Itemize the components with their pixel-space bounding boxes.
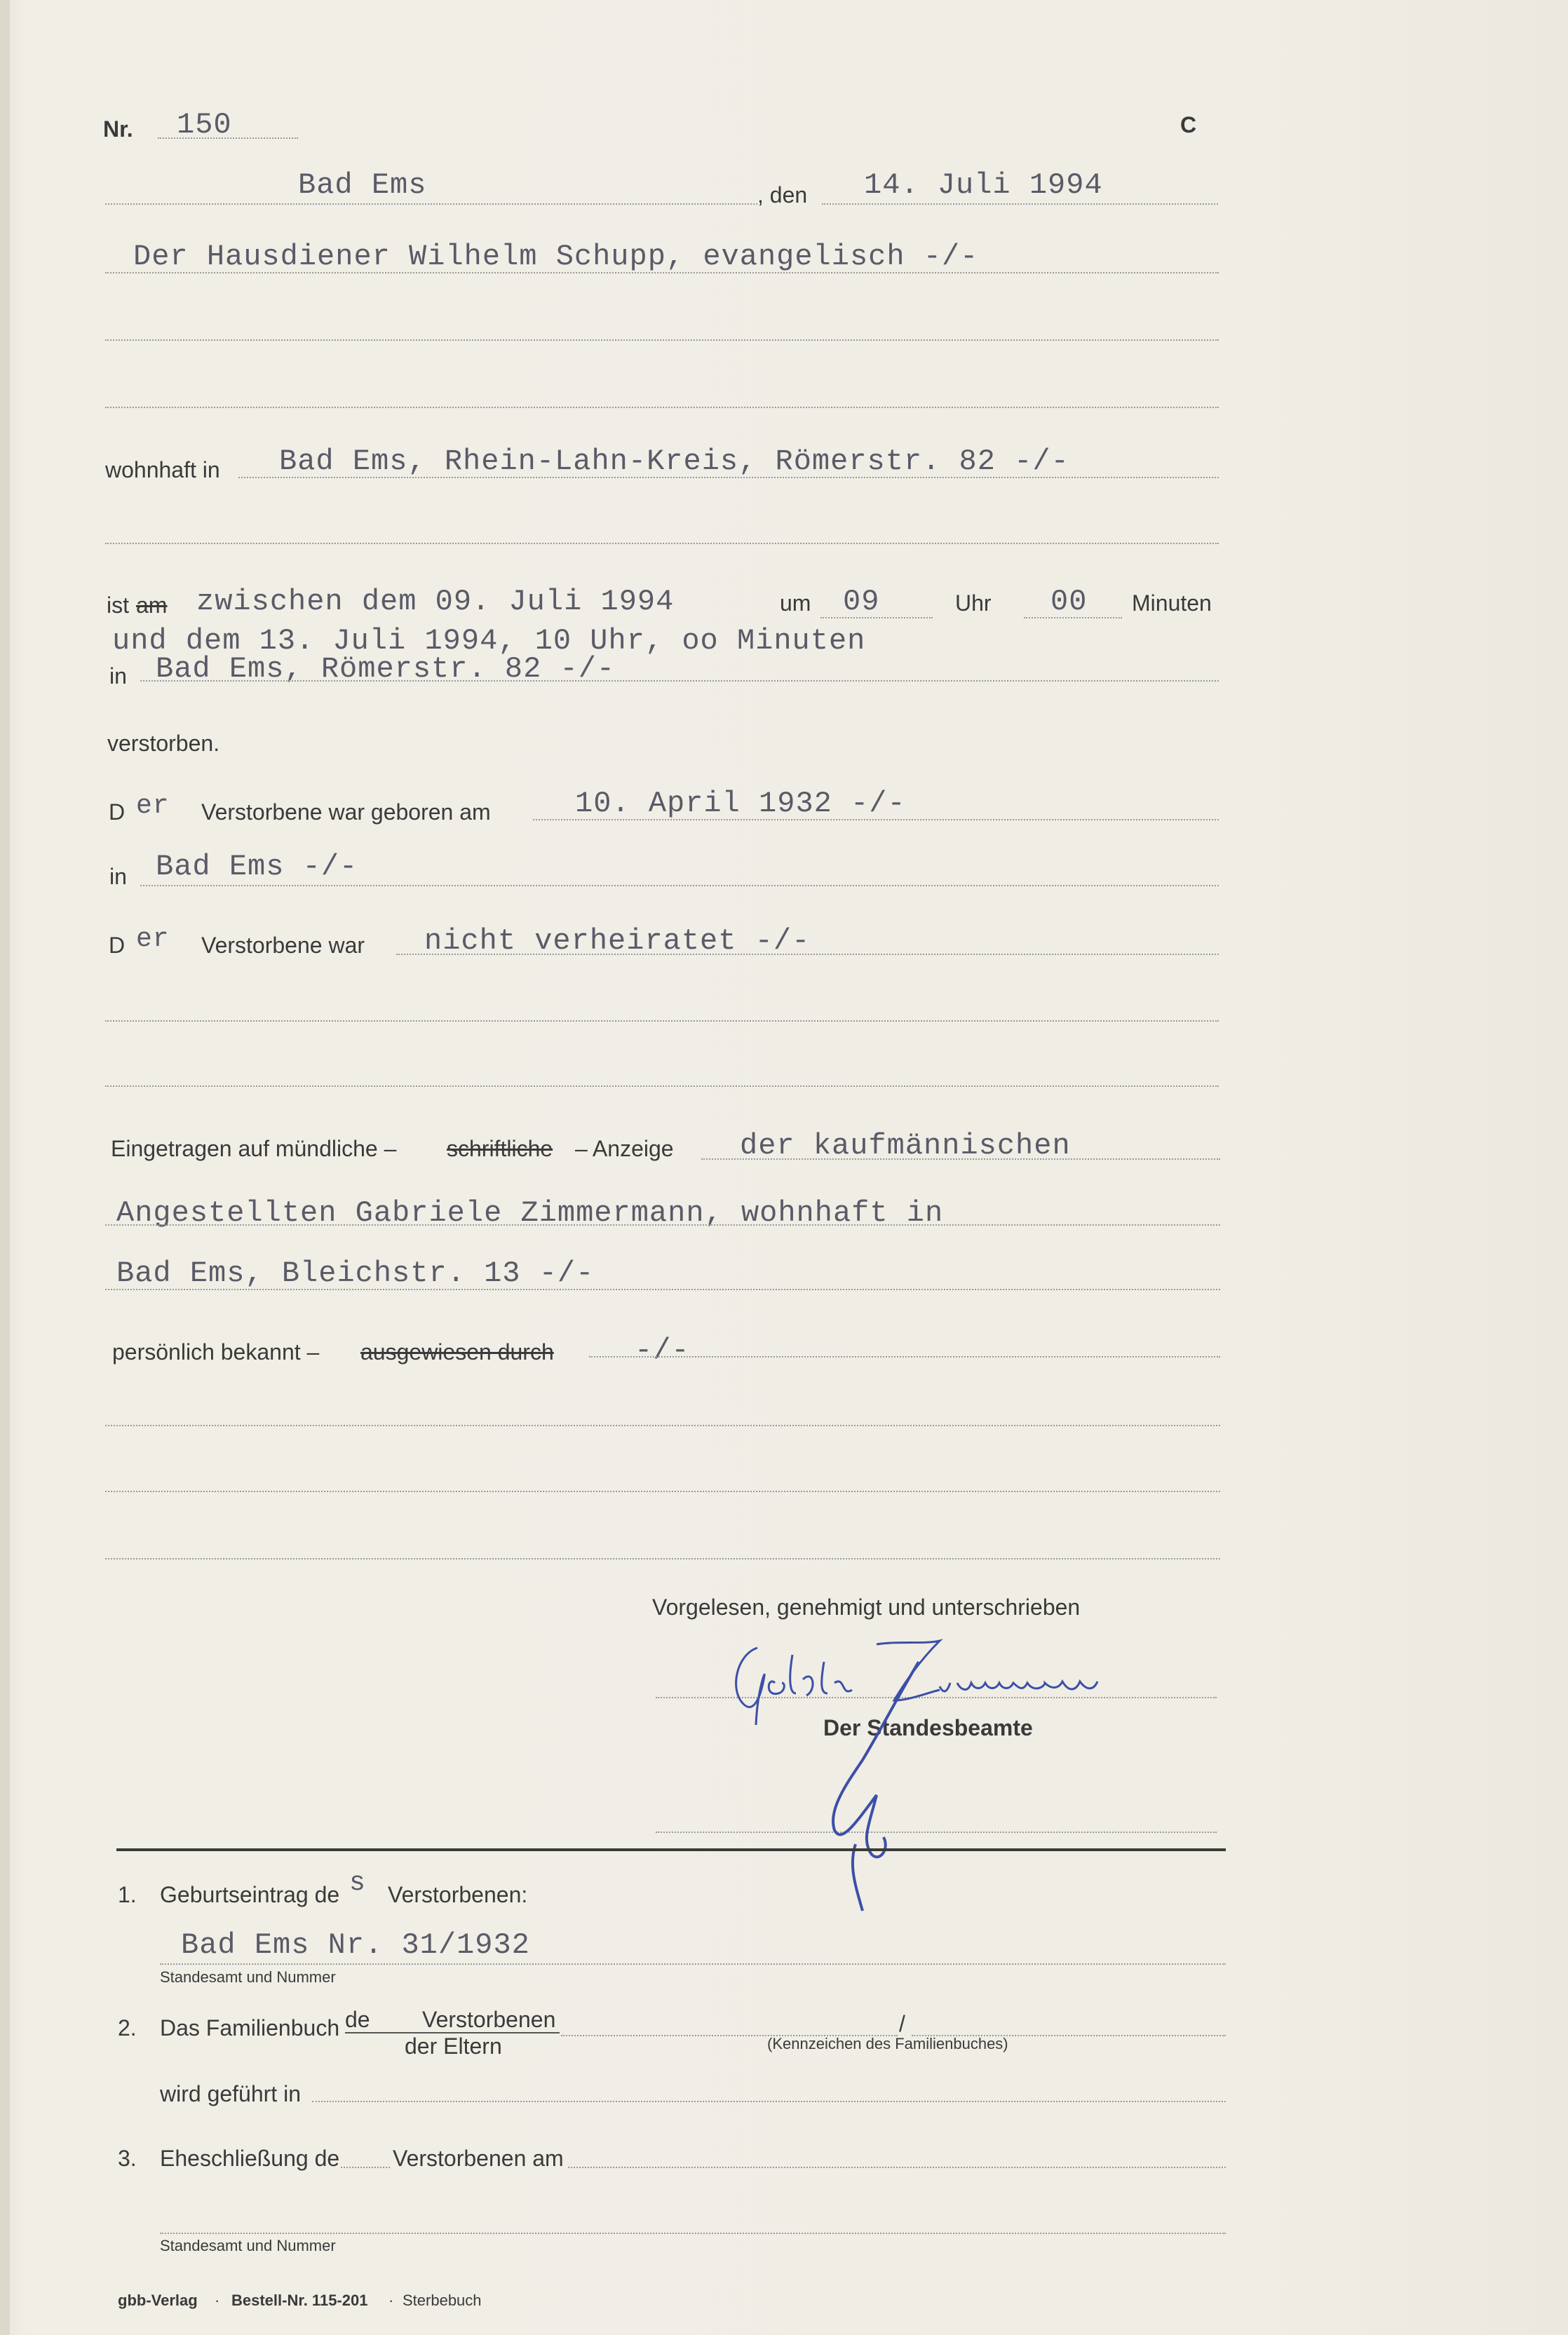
address-line [238,477,1219,478]
note2-num: 2. [118,2015,137,2040]
date: 14. Juli 1994 [864,168,1103,202]
marital-line [396,954,1219,955]
report-label-end: – Anzeige [575,1136,674,1161]
wohnhaft-label: wohnhaft in [105,457,220,482]
born-er: er [136,791,170,821]
informant-signature [715,1634,1206,1732]
note2-opt1: Verstorbenen [422,2007,556,2032]
place: Bad Ems [298,168,427,202]
report-line1-line [701,1158,1220,1160]
minutes-line [1024,617,1122,618]
note1-label-b: Verstorbenen: [388,1882,528,1907]
line [105,272,1219,273]
report-line1: der kaufmännischen [740,1129,1071,1163]
section-rule [116,1848,1226,1851]
line [105,1491,1220,1492]
note2-sub: (Kennzeichen des Familienbuches) [767,2035,1008,2052]
footer-sep: · [215,2292,220,2309]
marital-er: er [136,924,170,954]
footer-sep: · [388,2292,394,2309]
series-letter: C [1180,112,1197,137]
note2-label: Das Familienbuch [160,2015,340,2040]
birth-place-line [140,885,1219,886]
line [105,339,1219,341]
line [105,407,1219,408]
nr-value: 150 [177,108,232,142]
footer-form: Sterbebuch [403,2292,482,2309]
minutes: 00 [1050,585,1088,618]
line [105,1289,1220,1290]
nr-label: Nr. [103,116,133,142]
line [105,1085,1219,1087]
page-edge [0,0,10,2335]
known-label: persönlich bekannt – [112,1339,320,1365]
death-place-line [140,680,1219,682]
note2-slash: / [899,2011,905,2036]
report-label-start: Eingetragen auf mündliche – [111,1136,397,1161]
in-label: in [109,663,127,689]
footer-publisher: gbb-Verlag [118,2292,198,2309]
note1-value: Bad Ems Nr. 31/1932 [181,1928,530,1962]
note2-wird-line [312,2101,1226,2102]
footer-order: Bestell-Nr. 115-201 [231,2292,368,2309]
known-line [589,1356,1220,1358]
den-label: , den [757,182,808,208]
note3-label-b: Verstorbenen am [393,2146,564,2171]
birth-date-line [533,819,1219,820]
nr-line [158,137,298,139]
line [105,1020,1219,1022]
hour-line [820,617,933,618]
date-line [822,203,1218,205]
report-line3: Bad Ems, Bleichstr. 13 -/- [116,1257,595,1290]
known-value: -/- [635,1334,690,1367]
note1-label-a: Geburtseintrag de [160,1882,340,1907]
note2-de: de [345,2007,370,2032]
official-signature [813,1655,947,1921]
note1-sub: Standesamt und Nummer [160,1968,336,1986]
born-d: D [109,799,126,825]
address: Bad Ems, Rhein-Lahn-Kreis, Römerstr. 82 -/- [279,445,1069,478]
official-label: Der Standesbeamte [823,1715,1033,1740]
note1-s: s [349,1868,366,1898]
note3-sub: Standesamt und Nummer [160,2237,336,2254]
place-line [105,203,757,205]
line [105,543,1219,544]
note3-line [568,2167,1226,2168]
death-line2: und dem 13. Juli 1994, 10 Uhr, oo Minuten [112,624,866,658]
birth-date: 10. April 1932 -/- [575,787,906,820]
note3-de-line [341,2167,390,2168]
note3-label-a: Eheschließung de [160,2146,340,2171]
birth-in-label: in [109,864,127,889]
read-label: Vorgelesen, genehmigt und unterschrieben [652,1595,1081,1620]
marital-status: nicht verheiratet -/- [424,924,811,958]
marital-d: D [109,933,126,958]
hour: 09 [843,585,880,618]
verstorben-label: verstorben. [107,731,220,756]
report-struck: schriftliche [447,1136,553,1161]
note1-line [160,1963,1226,1965]
deceased-line1: Der Hausdiener Wilhelm Schupp, evangelisch -/- [133,240,979,273]
minuten-label: Minuten [1132,590,1212,616]
note2-wird: wird geführt in [160,2081,301,2106]
marital-label: Verstorbene war [201,933,365,958]
um-label: um [780,590,811,616]
known-struck: ausgewiesen durch [360,1339,554,1365]
birth-place: Bad Ems -/- [156,850,358,884]
born-label: Verstorbene war geboren am [201,799,491,825]
note3-num: 3. [118,2146,137,2171]
death-place: Bad Ems, Römerstr. 82 -/- [156,652,616,686]
death-line1: zwischen dem 09. Juli 1994 [196,585,675,618]
am-struck: am [136,593,168,618]
report-line2: Angestellten Gabriele Zimmermann, wohnhaft in [116,1196,944,1230]
note3-line-2 [160,2233,1226,2234]
line [105,1425,1220,1426]
line [105,1224,1220,1226]
line [105,1558,1220,1559]
note1-num: 1. [118,1882,137,1907]
note2-opt2: der Eltern [405,2033,502,2059]
ist-label: ist [107,593,129,618]
uhr-label: Uhr [955,590,992,616]
